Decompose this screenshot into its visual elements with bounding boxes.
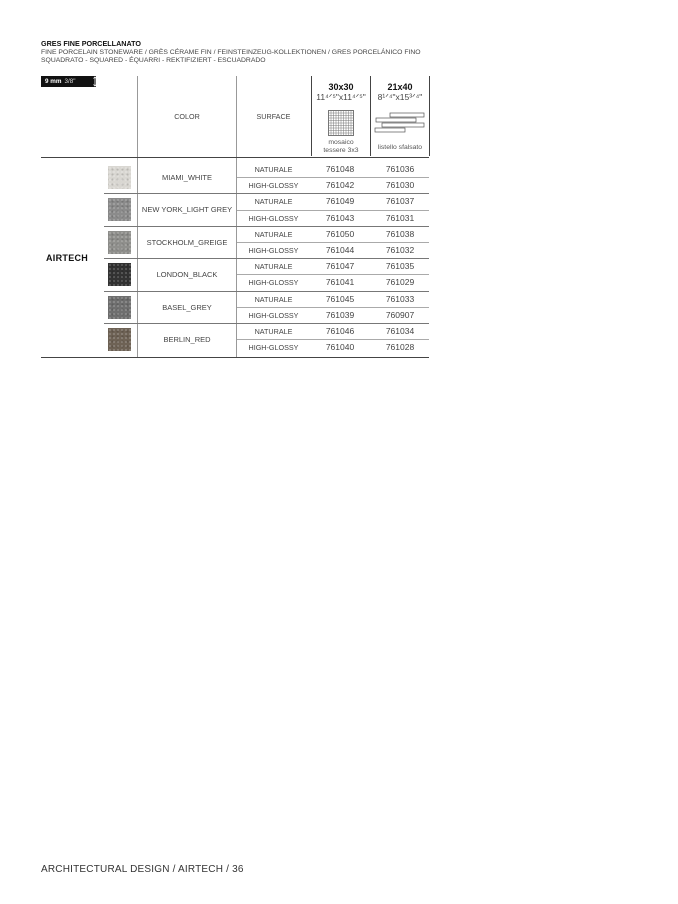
product-code: 760907	[385, 309, 415, 320]
header-edge: SQUADRATO - SQUARED - ÉQUARRI - REKTIFIZIERT - ESCUADRADO	[41, 57, 266, 64]
product-code: 761035	[385, 261, 415, 272]
format-21x40	[371, 82, 429, 152]
row-divider	[104, 258, 429, 259]
color-name: BERLIN_RED	[163, 335, 211, 344]
surface-name: HIGH-GLOSSY	[248, 181, 299, 191]
product-code: 761029	[385, 277, 415, 288]
color-column-header: COLOR	[174, 112, 200, 121]
product-code: 761032	[385, 245, 415, 255]
color-swatch	[108, 328, 131, 351]
surface-name: NATURALE	[254, 229, 293, 239]
row-divider	[237, 274, 429, 275]
color-swatch	[108, 231, 131, 254]
product-code: 761047	[325, 261, 355, 272]
format-caption-2: tessere 3x3	[323, 146, 359, 154]
product-code: 761043	[325, 212, 355, 223]
row-divider	[237, 242, 429, 243]
header-title: GRES FINE PORCELLANATO	[41, 39, 141, 48]
thickness-arrow-icon	[92, 76, 98, 87]
color-name: NEW YORK_LIGHT GREY	[141, 205, 233, 215]
product-code: 761042	[325, 180, 355, 191]
product-code: 761046	[325, 326, 355, 336]
product-code: 761040	[325, 342, 355, 353]
grid-line	[41, 157, 429, 158]
grid-line	[429, 76, 430, 156]
thickness-inch: 3/8"	[64, 78, 76, 85]
surface-name: HIGH-GLOSSY	[248, 213, 299, 223]
product-code: 761048	[325, 164, 355, 174]
surface-name: NATURALE	[254, 197, 293, 207]
product-code: 761045	[325, 293, 355, 304]
product-code: 761033	[385, 293, 415, 304]
row-divider	[237, 339, 429, 340]
thickness-badge	[41, 76, 96, 87]
product-code: 761050	[325, 228, 355, 239]
color-name: MIAMI_WHITE	[162, 173, 212, 182]
surface-name: NATURALE	[254, 327, 293, 336]
mosaic-icon	[328, 110, 354, 136]
row-divider	[237, 210, 429, 211]
grid-line	[41, 357, 429, 358]
surface-name: HIGH-GLOSSY	[248, 310, 299, 320]
color-name: LONDON_BLACK	[156, 270, 218, 280]
surface-name: NATURALE	[254, 262, 293, 272]
product-code: 761031	[385, 212, 415, 223]
color-name: BASEL_GREY	[162, 302, 212, 312]
header-subtitle: FINE PORCELAIN STONEWARE / GRÈS CÉRAME FIN / FEINSTEINZEUG-KOLLEKTIONEN / GRES PORCELÁNICO FINO	[41, 48, 421, 56]
format-30x30	[312, 82, 370, 154]
collection-name: AIRTECH	[46, 253, 89, 263]
listello-icon	[374, 112, 426, 134]
product-code: 761030	[385, 180, 415, 191]
row-divider	[104, 193, 429, 194]
format-size-imperial: 11⁴ᐟ⁵"x11⁴ᐟ⁵"	[316, 92, 366, 102]
product-code: 761044	[325, 245, 355, 255]
format-size-imperial: 8¹ᐟ⁴"x15³ᐟ⁴"	[377, 92, 423, 102]
format-caption-1: listello sfalsato	[377, 144, 423, 151]
format-size: 30x30	[328, 82, 354, 92]
format-size: 21x40	[387, 82, 413, 92]
color-swatch	[108, 166, 131, 189]
product-code: 761038	[385, 228, 415, 239]
color-swatch	[108, 296, 131, 319]
row-divider	[104, 226, 429, 227]
product-code: 761049	[325, 196, 355, 207]
page-footer: ARCHITECTURAL DESIGN / AIRTECH / 36	[41, 864, 244, 875]
product-code: 761034	[385, 326, 415, 336]
product-code: 761039	[325, 309, 355, 320]
product-code: 761028	[385, 342, 415, 353]
color-swatch	[108, 198, 131, 221]
color-swatch	[108, 263, 131, 286]
product-code: 761036	[385, 164, 415, 174]
thickness-mm: 9 mm	[45, 78, 62, 85]
surface-name: NATURALE	[254, 294, 293, 304]
format-caption-1: mosaico	[328, 139, 354, 146]
page-header	[41, 40, 421, 66]
color-name: STOCKHOLM_GREIGE	[146, 237, 228, 247]
surface-name: HIGH-GLOSSY	[248, 343, 299, 353]
surface-name: HIGH-GLOSSY	[248, 246, 299, 255]
surface-name: NATURALE	[254, 165, 293, 174]
row-divider	[104, 323, 429, 324]
product-code: 761037	[385, 196, 415, 207]
surface-name: HIGH-GLOSSY	[248, 278, 299, 288]
product-code: 761041	[325, 277, 355, 288]
row-divider	[237, 177, 429, 178]
row-divider	[237, 307, 429, 308]
row-divider	[104, 291, 429, 292]
surface-column-header: SURFACE	[256, 112, 291, 121]
